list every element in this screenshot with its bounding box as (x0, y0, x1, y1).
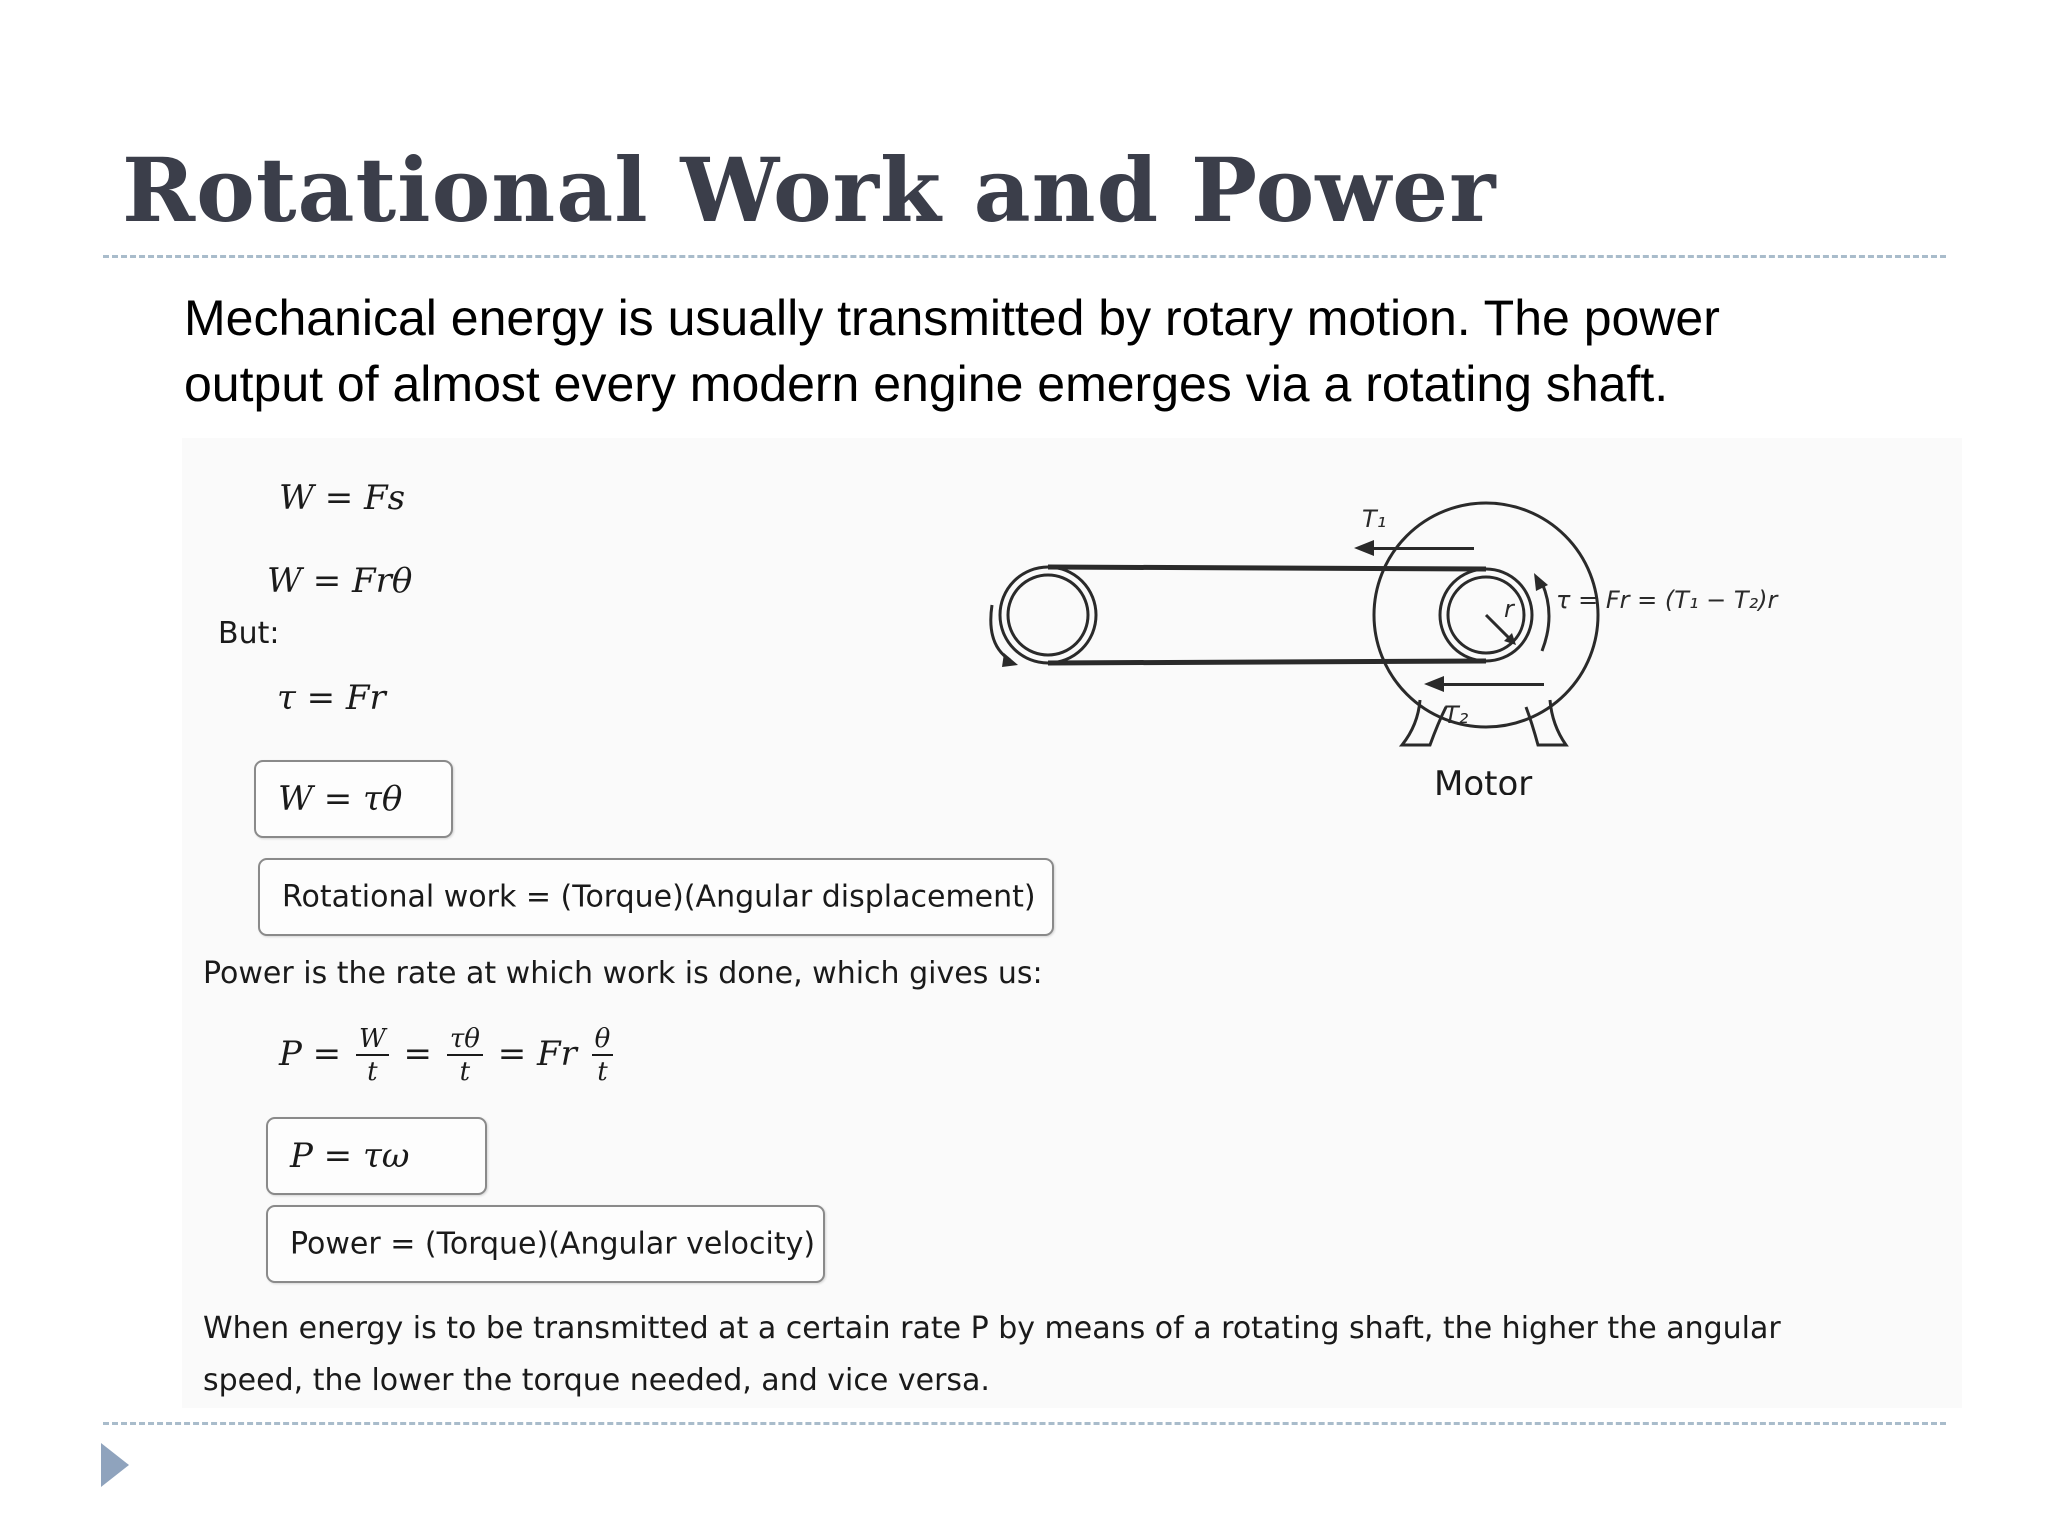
intro-paragraph (184, 285, 1944, 417)
radius-label: r (1504, 595, 1514, 623)
power-mid: = Fr (497, 1034, 577, 1074)
rotation-arrowhead (1002, 653, 1018, 667)
rotational-work-definition: Rotational work = (Torque)(Angular displacement) (282, 879, 1036, 915)
fraction-theta-over-t: $\frac{\theta}{t}$ (592, 1024, 614, 1088)
power-torque-box (266, 1117, 487, 1195)
belt-bottom (1048, 661, 1486, 663)
torque-arc (1542, 583, 1549, 651)
t1-label: T₁ (1362, 505, 1387, 533)
driven-pulley-outer (1000, 567, 1096, 663)
equation-work-torque: W = τθ (278, 779, 403, 819)
but-label: But: (218, 616, 280, 651)
power-equation: P = $\frac{W}{t}$ = $\frac{\tau\theta}{t}$ = Fr $\frac{\theta}{t}$ (279, 1024, 617, 1088)
work-torque-box (254, 760, 453, 838)
power-intro: Power is the rate at which work is done, which gives us: (203, 956, 1043, 991)
title-divider (103, 255, 1946, 258)
equation-torque: τ = Fr (277, 678, 386, 718)
footer-divider (103, 1422, 1946, 1425)
belt-pulley-diagram (950, 455, 1810, 795)
motor-label: Motor (1434, 764, 1533, 795)
closing-line-1: When energy is to be transmitted at a certain rate P by means of a rotating shaft, the higher the angular (203, 1311, 1781, 1346)
driven-pulley-inner (1008, 575, 1088, 655)
intro-line-1: Mechanical energy is usually transmitted by rotary motion. The power (184, 290, 1720, 346)
fraction-w-over-t: $\frac{W}{t}$ (356, 1024, 389, 1088)
power-lhs: P = (279, 1034, 342, 1074)
motor-foot-right (1526, 700, 1566, 745)
rotational-work-box (258, 858, 1054, 936)
equation-work-angular: W = Frθ (267, 561, 413, 601)
power-definition-box (266, 1205, 825, 1283)
equation-power: P = τω (290, 1136, 410, 1176)
slide-title: Rotational Work and Power (122, 138, 1497, 242)
triangle-bullet-icon (101, 1443, 131, 1487)
t2-arrowhead (1424, 676, 1444, 692)
intro-line-2: output of almost every modern engine emerges via a rotating shaft. (184, 356, 1669, 412)
torque-arc-arrowhead (1534, 573, 1548, 591)
fraction-tau-theta-over-t: $\frac{\tau\theta}{t}$ (447, 1024, 483, 1088)
torque-equation: τ = Fr = (T₁ − T₂)r (1556, 586, 1778, 614)
t2-label: T₂ (1444, 701, 1469, 729)
power-definition: Power = (Torque)(Angular velocity) (290, 1226, 816, 1262)
closing-line-2: speed, the lower the torque needed, and vice versa. (203, 1363, 990, 1398)
t1-arrowhead (1354, 540, 1374, 556)
closing-paragraph (203, 1303, 1923, 1407)
equation-work-linear: W = Fs (279, 478, 406, 518)
belt-top (1048, 567, 1486, 569)
